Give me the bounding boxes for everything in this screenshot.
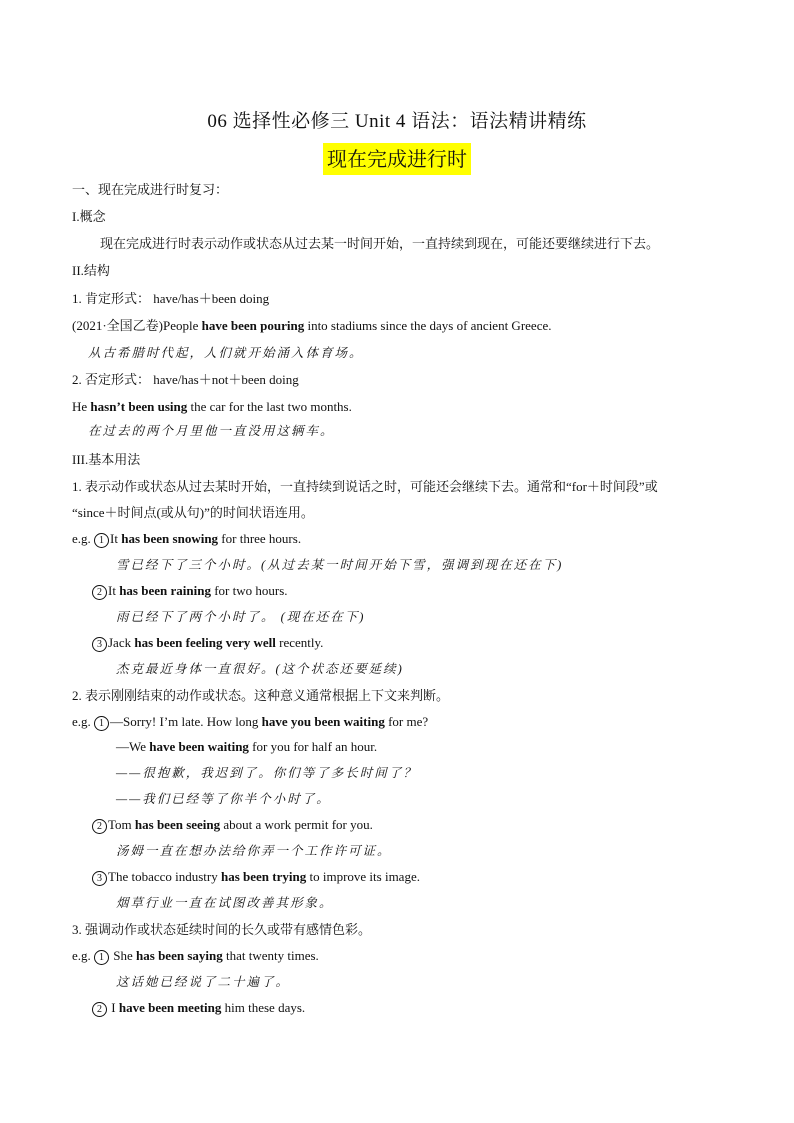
subtitle-wrap	[0, 143, 794, 175]
usage-2-text: 2. 表示刚刚结束的动作或状态。这种意义通常根据上下文来判断。	[72, 688, 450, 703]
example-translation: 烟草行业一直在试图改善其形象。	[116, 896, 334, 910]
example-sentence: e.g. 1 She has been saying that twenty times.	[72, 948, 319, 963]
example-translation: 雨已经下了两个小时了。 (现在还在下)	[116, 610, 366, 624]
example-sentence: e.g. 1 —Sorry! I’m late. How long have you been waiting for me?	[72, 714, 429, 729]
example-sentence: 2 It has been raining for two hours.	[92, 582, 288, 600]
usage-3-text: 3. 强调动作或状态延续时间的长久或带有感情色彩。	[72, 922, 372, 937]
negative-form: 2. 否定形式： have/has＋not＋been doing	[72, 372, 299, 387]
document-title: 06 选择性必修三 Unit 4 语法：语法精讲精练	[207, 111, 587, 132]
number-circle: 1	[94, 533, 109, 548]
example-translation: 杰克最近身体一直很好。(这个状态还要延续)	[116, 662, 404, 676]
example-translation: 雪已经下了三个小时。(从过去某一时间开始下雪，强调到现在还在下)	[116, 558, 564, 572]
usage-1-text: 1. 表示动作或状态从过去某时开始，一直持续到说话之时，可能还会继续下去。通常和“for＋时间段”或	[72, 479, 658, 494]
number-circle: 1	[94, 950, 109, 965]
example-sentence: —We have been waiting for you for half an hour.	[116, 739, 378, 754]
example-translation: 在过去的两个月里他一直没用这辆车。	[88, 424, 335, 438]
number-circle: 2	[92, 585, 107, 600]
example-translation: 这话她已经说了二十遍了。	[116, 975, 291, 989]
example-translation: 汤姆一直在想办法给你弄一个工作许可证。	[116, 844, 392, 858]
affirmative-form: 1. 肯定形式： have/has＋been doing	[72, 291, 270, 306]
example-sentence: 2 I have been meeting him these days.	[92, 999, 305, 1017]
number-circle: 2	[92, 819, 107, 834]
example-translation: ——很抱歉，我迟到了。你们等了多长时间了？	[116, 766, 418, 780]
example-translation: ——我们已经等了你半个小时了。	[116, 792, 331, 806]
number-circle: 2	[92, 1002, 107, 1017]
example-sentence: e.g. 1 It has been snowing for three hours.	[72, 531, 302, 546]
concept-text: 现在完成进行时表示动作或状态从过去某一时间开始，一直持续到现在，可能还要继续进行下去。	[100, 236, 660, 251]
number-circle: 3	[92, 871, 107, 886]
example-sentence: 3 Jack has been feeling very well recently.	[92, 634, 323, 652]
example-sentence: 3 The tobacco industry has been trying to improve its image.	[92, 868, 420, 886]
number-circle: 1	[94, 716, 109, 731]
usage-heading: III.基本用法	[72, 452, 141, 467]
number-circle: 3	[92, 637, 107, 652]
example-sentence: He hasn’t been using the car for the last two months.	[72, 399, 352, 414]
highlighted-subtitle: 现在完成进行时	[323, 143, 471, 175]
section-heading: 一、现在完成进行时复习：	[72, 182, 229, 197]
usage-1-text-cont: “since＋时间点(或从句)”的时间状语连用。	[72, 505, 314, 520]
concept-heading: I.概念	[72, 209, 106, 224]
example-translation: 从古希腊时代起，人们就开始涌入体育场。	[88, 346, 364, 360]
example-sentence: (2021·全国乙卷)People have been pouring into stadiums since the days of ancient Greece.	[72, 318, 552, 333]
example-sentence: 2 Tom has been seeing about a work permit for you.	[92, 816, 373, 834]
structure-heading: II.结构	[72, 263, 110, 278]
